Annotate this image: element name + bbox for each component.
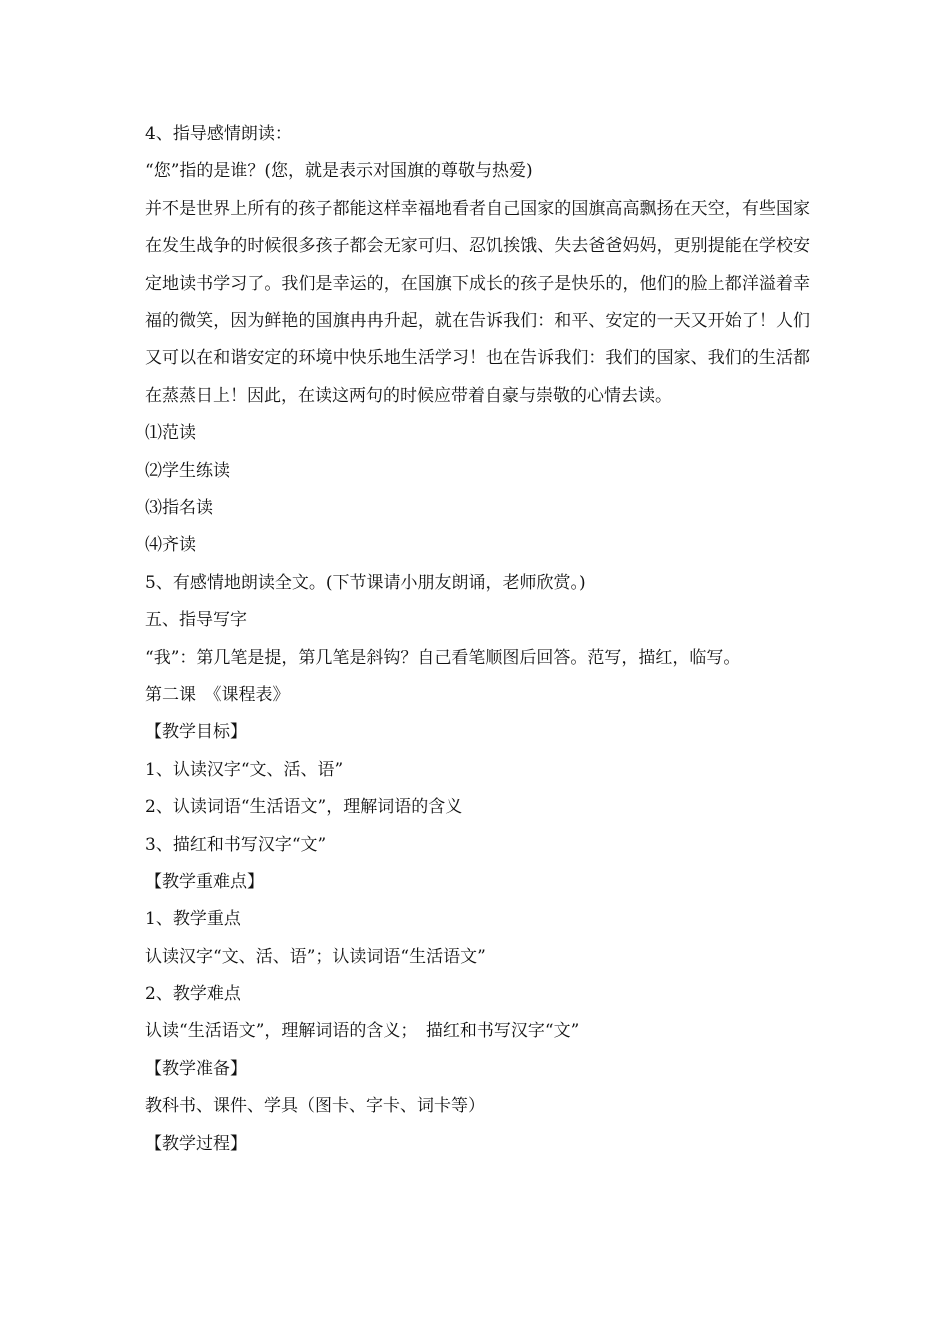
section-heading: 【教学目标】 bbox=[145, 722, 247, 743]
section-heading: 【教学过程】 bbox=[145, 1133, 247, 1154]
text-line: 认读汉字“文、活、语”；认读词语“生活语文” bbox=[145, 946, 486, 967]
text-line: 教科书、课件、学具（图卡、字卡、词卡等） bbox=[145, 1096, 485, 1117]
question-line: “您”指的是谁？(您，就是表示对国旗的尊敬与热爱) bbox=[145, 161, 533, 182]
text-line: 认读“生活语文”，理解词语的含义； 描红和书写汉字“文” bbox=[145, 1021, 580, 1042]
section-heading: 【教学准备】 bbox=[145, 1058, 247, 1079]
text-line: “我”：第几笔是提，第几笔是斜钩？自己看笔顺图后回答。范写，描红，临写。 bbox=[145, 647, 741, 668]
text-line: 3、描红和书写汉字“文” bbox=[145, 834, 327, 855]
text-line: 2、教学难点 bbox=[145, 984, 241, 1005]
section-heading: 五、指导写字 bbox=[145, 610, 247, 631]
list-item: ⑷齐读 bbox=[145, 535, 196, 556]
text-line: 1、教学重点 bbox=[145, 909, 241, 930]
text-line: 1、认读汉字“文、活、语” bbox=[145, 759, 344, 780]
section-heading: 【教学重难点】 bbox=[145, 871, 264, 892]
body-paragraph: 并不是世界上所有的孩子都能这样幸福地看者自己国家的国旗高高飘扬在天空，有些国家在发生战争的时候很多孩子都会无家可归、忍饥挨饿、失去爸爸妈妈，更别提能在学校安定地读书学习了。我们是幸运的，在国旗下成长的孩子是快乐的，他们的脸上都洋溢着幸福的微笑，因为鲜艳的国旗冉冉升起，就在告诉我们：和平、安定的一天又开始了！人们又可以在和谐安定的环境中快乐地生活学习！也在告诉我们：我们的国家、我们的生活都在蒸蒸日上！因此，在读这两句的时候应带着自豪与崇敬的心情去读。 bbox=[145, 198, 810, 406]
list-item: ⑵学生练读 bbox=[145, 460, 230, 481]
list-item: ⑴范读 bbox=[145, 423, 196, 444]
lesson-title: 第二课 《课程表》 bbox=[145, 684, 290, 705]
heading-guide-reading: 4、指导感情朗读： bbox=[145, 124, 292, 144]
text-line: 5、有感情地朗读全文。(下节课请小朋友朗诵，老师欣赏。) bbox=[145, 572, 586, 593]
list-item: ⑶指名读 bbox=[145, 498, 213, 518]
text-line: 2、认读词语“生活语文”，理解词语的含义 bbox=[145, 797, 463, 818]
document-body bbox=[145, 116, 810, 1163]
